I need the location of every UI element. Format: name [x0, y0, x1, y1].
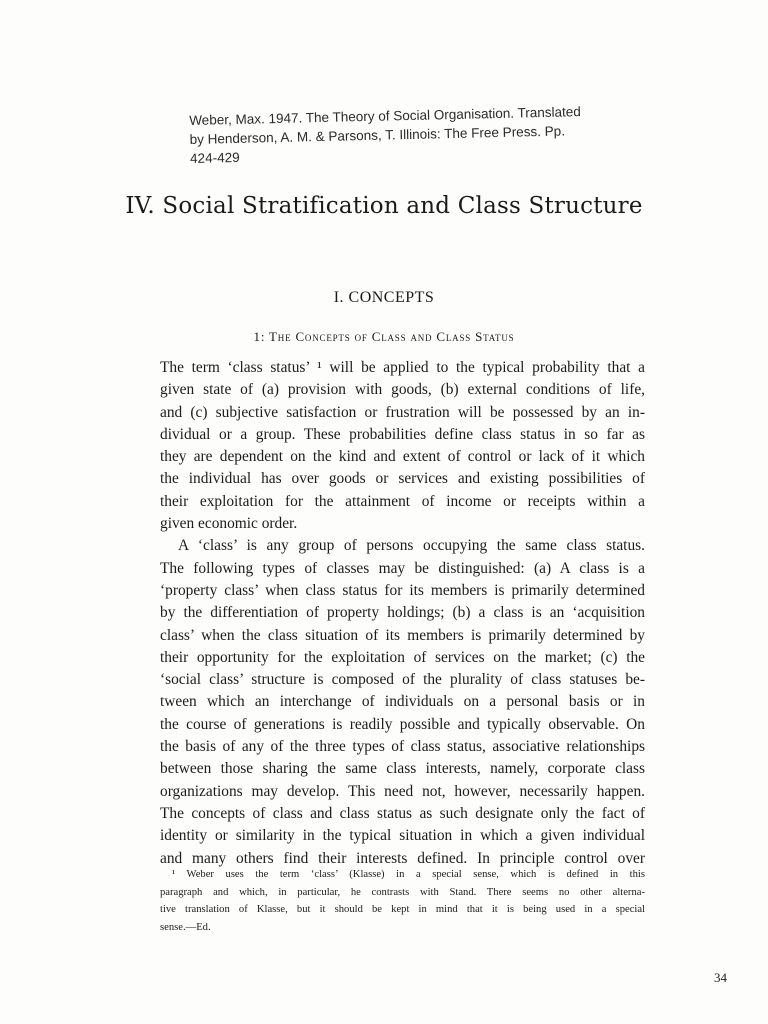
- paragraph-line: identity or similarity in the typical situation in which a given individual: [160, 827, 645, 845]
- subsection-title: 1: The Concepts of Class and Class Status: [253, 329, 515, 344]
- paragraph-line: A ‘class’ is any group of persons occupying the same class status.: [178, 537, 645, 555]
- citation-line: Weber, Max. 1947. The Theory of Social Organisation. Translated: [189, 104, 582, 128]
- citation-reference: [189, 101, 630, 168]
- citation-line: by Henderson, A. M. & Parsons, T. Illinois: The Free Press. Pp.: [189, 123, 566, 147]
- paragraph-line: the course of generations is readily possible and typically observable. On: [160, 715, 645, 733]
- footnote-line: sense.—Ed.: [160, 921, 211, 933]
- paragraph-line: The following types of classes may be distinguished: (a) A class is a: [160, 559, 645, 577]
- paragraph-line: dividual or a group. These probabilities define class status in so far as: [160, 425, 645, 443]
- body-text: [160, 357, 645, 870]
- paragraph-line: they are dependent on the kind and extent of control or lack of it which: [160, 448, 645, 466]
- chapter-title: IV. Social Stratification and Class Structure: [125, 193, 643, 219]
- paragraph-line: their opportunity for the exploitation of services on the market; (c) the: [160, 648, 645, 666]
- paragraph-line: and many others find their interests defined. In principle control over: [160, 849, 645, 867]
- paragraph-line: the basis of any of the three types of class status, associative relationships: [160, 738, 645, 756]
- paragraph-line: tween which an interchange of individuals on a personal basis or in: [160, 693, 645, 711]
- paragraph-line: ‘property class’ when class status for its members is primarily determined: [160, 581, 645, 599]
- footnote-line: tive translation of Klasse, but it should be kept in mind that it is being used in a special: [160, 904, 645, 915]
- paragraph-line: by the differentiation of property holdings; (b) a class is an ‘acquisition: [160, 604, 645, 622]
- paragraph-line: their exploitation for the attainment of income or receipts within a: [160, 492, 645, 510]
- paragraph-line: between those sharing the same class interests, namely, corporate class: [160, 760, 645, 778]
- paragraph-line: given economic order.: [160, 515, 298, 533]
- paragraph-line: class’ when the class situation of its members is primarily determined by: [160, 626, 645, 644]
- footnote: [160, 866, 645, 936]
- paragraph-line: given state of (a) provision with goods, (b) external conditions of life,: [160, 381, 645, 399]
- paragraph-line: The term ‘class status’ ¹ will be applied to the typical probability that a: [160, 359, 645, 376]
- paragraph-line: organizations may develop. This need not, however, necessarily happen.: [160, 782, 645, 800]
- citation-line: 424-429: [189, 149, 240, 166]
- paragraph-line: the individual has over goods or services and existing possibilities of: [160, 470, 645, 488]
- page-number: 34: [714, 970, 727, 985]
- section-title: I. CONCEPTS: [333, 289, 435, 306]
- paragraph-line: and (c) subjective satisfaction or frustration will be possessed by an in-: [160, 403, 645, 421]
- paragraph-line: The concepts of class and class status as such designate only the fact of: [160, 804, 645, 822]
- footnote-line: paragraph and which, in particular, he contrasts with Stand. There seems no other alterna-: [160, 886, 645, 898]
- footnote-line: ¹ Weber uses the term ‘class’ (Klasse) in a special sense, which is defined in this: [172, 869, 645, 880]
- paragraph-line: ‘social class’ structure is composed of the plurality of class statuses be-: [160, 671, 645, 689]
